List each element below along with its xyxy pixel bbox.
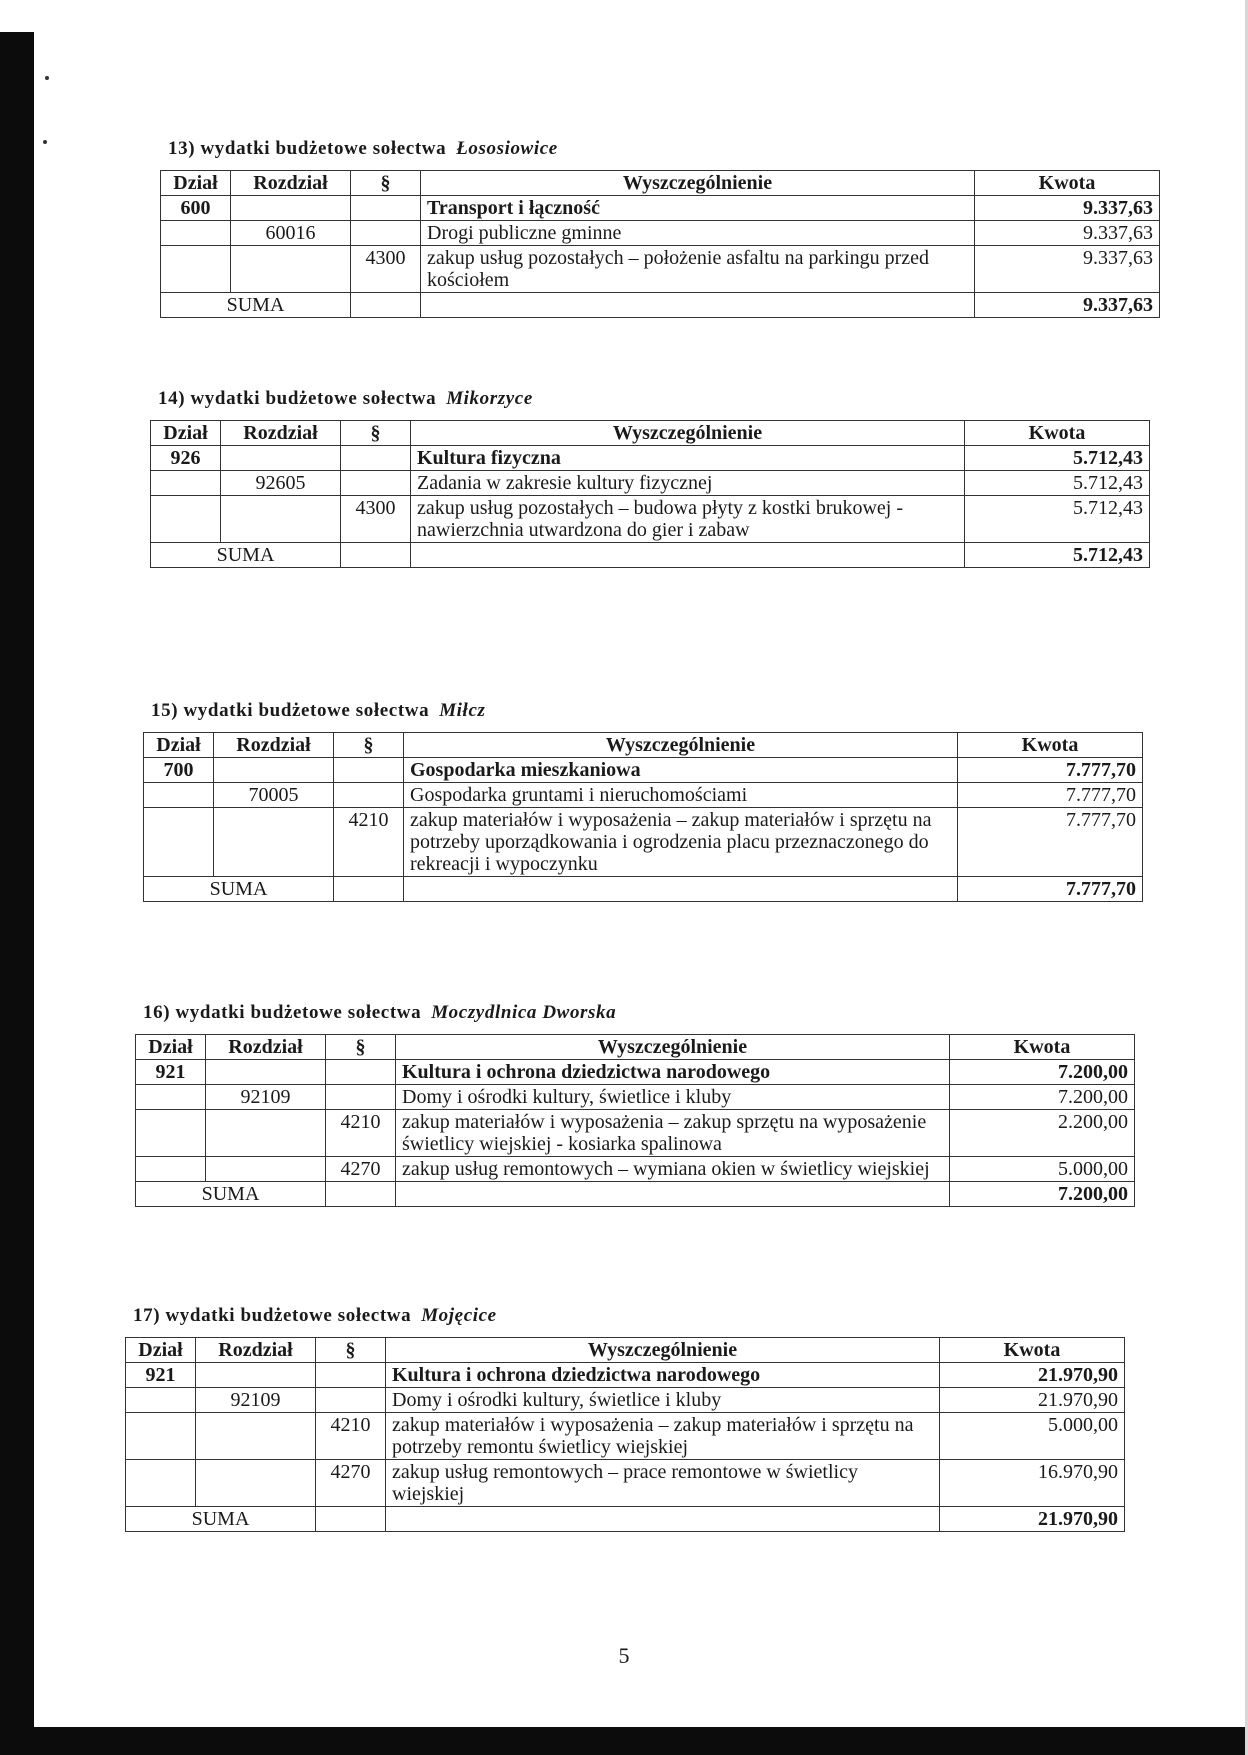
item-description: zakup materiałów i wyposażenia – zakup sprzętu na wyposażenie świetlicy wiejskiej - kosiarka spalinowa (396, 1110, 950, 1157)
header-paragraf: § (341, 421, 411, 446)
paragraf-code: 4300 (341, 496, 411, 543)
rozdzial-code: 92605 (221, 471, 341, 496)
item-amount: 9.337,63 (975, 246, 1160, 293)
header-opis: Wyszczególnienie (396, 1035, 950, 1060)
table-header-row (126, 1338, 1125, 1363)
page-number: 5 (618, 1643, 630, 1668)
budget-section-17 (125, 1305, 1125, 1532)
dzial-amount: 9.337,63 (975, 196, 1160, 221)
header-opis: Wyszczególnienie (421, 171, 975, 196)
dzial-amount: 7.200,00 (950, 1060, 1135, 1085)
table-row-rozdzial (144, 783, 1143, 808)
paragraf-code: 4270 (326, 1157, 396, 1182)
header-opis: Wyszczególnienie (386, 1338, 940, 1363)
section-heading: 15) wydatki budżetowe sołectwa Miłcz (151, 700, 486, 721)
suma-amount: 21.970,90 (940, 1507, 1125, 1532)
item-amount: 5.000,00 (940, 1413, 1125, 1460)
table-header-row (161, 171, 1160, 196)
header-opis: Wyszczególnienie (411, 421, 965, 446)
item-amount: 16.970,90 (940, 1460, 1125, 1507)
header-dzial: Dział (161, 171, 231, 196)
section-heading: 16) wydatki budżetowe sołectwa Moczydlnica Dworska (143, 1002, 617, 1023)
table-row-item (126, 1460, 1125, 1507)
item-amount: 7.777,70 (958, 808, 1143, 877)
dzial-name: Gospodarka mieszkaniowa (404, 758, 958, 783)
header-rozdzial: Rozdział (231, 171, 351, 196)
table-row-item (126, 1413, 1125, 1460)
budget-section-16 (135, 1002, 1135, 1207)
header-kwota: Kwota (965, 421, 1150, 446)
table-row-suma (161, 293, 1160, 318)
dzial-amount: 7.777,70 (958, 758, 1143, 783)
item-amount: 5.712,43 (965, 496, 1150, 543)
suma-label: SUMA (144, 877, 334, 902)
item-amount: 5.000,00 (950, 1157, 1135, 1182)
header-paragraf: § (326, 1035, 396, 1060)
table-row-suma (151, 543, 1150, 568)
item-description: zakup materiałów i wyposażenia – zakup materiałów i sprzętu na potrzeby uporządkowania i ogrodzenia placu przeznaczonego do rekreacji i wypoczynku (404, 808, 958, 877)
rozdzial-name: Domy i ośrodki kultury, świetlice i kluby (396, 1085, 950, 1110)
dzial-code: 600 (161, 196, 231, 221)
header-paragraf: § (316, 1338, 386, 1363)
table-row-dzial (126, 1363, 1125, 1388)
header-rozdzial: Rozdział (214, 733, 334, 758)
suma-label: SUMA (151, 543, 341, 568)
rozdzial-amount: 9.337,63 (975, 221, 1160, 246)
table-row-suma (126, 1507, 1125, 1532)
dzial-name: Kultura i ochrona dziedzictwa narodowego (386, 1363, 940, 1388)
header-opis: Wyszczególnienie (404, 733, 958, 758)
rozdzial-code: 70005 (214, 783, 334, 808)
section-heading: 17) wydatki budżetowe sołectwa Mojęcice (133, 1305, 497, 1326)
budget-table (135, 1034, 1135, 1207)
dzial-name: Kultura fizyczna (411, 446, 965, 471)
header-paragraf: § (351, 171, 421, 196)
rozdzial-name: Gospodarka gruntami i nieruchomościami (404, 783, 958, 808)
budget-section-13 (160, 138, 1160, 318)
item-description: zakup materiałów i wyposażenia – zakup materiałów i sprzętu na potrzeby remontu świetlicy wiejskiej (386, 1413, 940, 1460)
table-row-dzial (144, 758, 1143, 783)
item-description: zakup usług remontowych – prace remontowe w świetlicy wiejskiej (386, 1460, 940, 1507)
item-description: zakup usług pozostałych – budowa płyty z kostki brukowej - nawierzchnia utwardzona do gier i zabaw (411, 496, 965, 543)
budget-table (125, 1337, 1125, 1532)
header-kwota: Kwota (940, 1338, 1125, 1363)
rozdzial-code: 60016 (231, 221, 351, 246)
scan-edge-left (0, 32, 34, 1755)
dzial-name: Transport i łączność (421, 196, 975, 221)
header-kwota: Kwota (975, 171, 1160, 196)
header-dzial: Dział (126, 1338, 196, 1363)
table-row-item (144, 808, 1143, 877)
scan-edge-bottom (0, 1727, 1248, 1755)
rozdzial-code: 92109 (206, 1085, 326, 1110)
header-rozdzial: Rozdział (206, 1035, 326, 1060)
rozdzial-amount: 7.777,70 (958, 783, 1143, 808)
dzial-amount: 5.712,43 (965, 446, 1150, 471)
section-heading: 14) wydatki budżetowe sołectwa Mikorzyce (158, 388, 533, 409)
rozdzial-amount: 7.200,00 (950, 1085, 1135, 1110)
dzial-code: 926 (151, 446, 221, 471)
suma-amount: 5.712,43 (965, 543, 1150, 568)
paragraf-code: 4210 (326, 1110, 396, 1157)
header-paragraf: § (334, 733, 404, 758)
dzial-name: Kultura i ochrona dziedzictwa narodowego (396, 1060, 950, 1085)
dzial-code: 921 (136, 1060, 206, 1085)
header-kwota: Kwota (950, 1035, 1135, 1060)
table-row-suma (144, 877, 1143, 902)
paragraf-code: 4300 (351, 246, 421, 293)
dzial-code: 700 (144, 758, 214, 783)
table-row-dzial (151, 446, 1150, 471)
table-header-row (136, 1035, 1135, 1060)
scan-speck (43, 140, 47, 144)
dzial-amount: 21.970,90 (940, 1363, 1125, 1388)
paragraf-code: 4210 (316, 1413, 386, 1460)
header-dzial: Dział (151, 421, 221, 446)
suma-amount: 7.777,70 (958, 877, 1143, 902)
table-row-rozdzial (161, 221, 1160, 246)
table-row-rozdzial (151, 471, 1150, 496)
rozdzial-code: 92109 (196, 1388, 316, 1413)
budget-table (150, 420, 1150, 568)
table-row-rozdzial (136, 1085, 1135, 1110)
table-row-item (136, 1110, 1135, 1157)
rozdzial-name: Zadania w zakresie kultury fizycznej (411, 471, 965, 496)
header-rozdzial: Rozdział (196, 1338, 316, 1363)
budget-table (143, 732, 1143, 902)
dzial-code: 921 (126, 1363, 196, 1388)
table-header-row (144, 733, 1143, 758)
table-row-suma (136, 1182, 1135, 1207)
rozdzial-name: Domy i ośrodki kultury, świetlice i kluby (386, 1388, 940, 1413)
table-row-rozdzial (126, 1388, 1125, 1413)
table-row-dzial (161, 196, 1160, 221)
header-rozdzial: Rozdział (221, 421, 341, 446)
table-row-item (161, 246, 1160, 293)
header-dzial: Dział (144, 733, 214, 758)
item-amount: 2.200,00 (950, 1110, 1135, 1157)
rozdzial-amount: 5.712,43 (965, 471, 1150, 496)
budget-section-14 (150, 388, 1150, 568)
suma-amount: 9.337,63 (975, 293, 1160, 318)
header-dzial: Dział (136, 1035, 206, 1060)
paragraf-code: 4270 (316, 1460, 386, 1507)
table-header-row (151, 421, 1150, 446)
table-row-item (151, 496, 1150, 543)
budget-section-15 (143, 700, 1143, 902)
paragraf-code: 4210 (334, 808, 404, 877)
rozdzial-amount: 21.970,90 (940, 1388, 1125, 1413)
rozdzial-name: Drogi publiczne gminne (421, 221, 975, 246)
table-row-item (136, 1157, 1135, 1182)
suma-label: SUMA (136, 1182, 326, 1207)
item-description: zakup usług pozostałych – położenie asfaltu na parkingu przed kościołem (421, 246, 975, 293)
table-row-dzial (136, 1060, 1135, 1085)
item-description: zakup usług remontowych – wymiana okien w świetlicy wiejskiej (396, 1157, 950, 1182)
suma-amount: 7.200,00 (950, 1182, 1135, 1207)
section-heading: 13) wydatki budżetowe sołectwa Łososiowice (168, 138, 558, 159)
scan-speck (45, 76, 49, 80)
budget-table (160, 170, 1160, 318)
suma-label: SUMA (161, 293, 351, 318)
suma-label: SUMA (126, 1507, 316, 1532)
header-kwota: Kwota (958, 733, 1143, 758)
